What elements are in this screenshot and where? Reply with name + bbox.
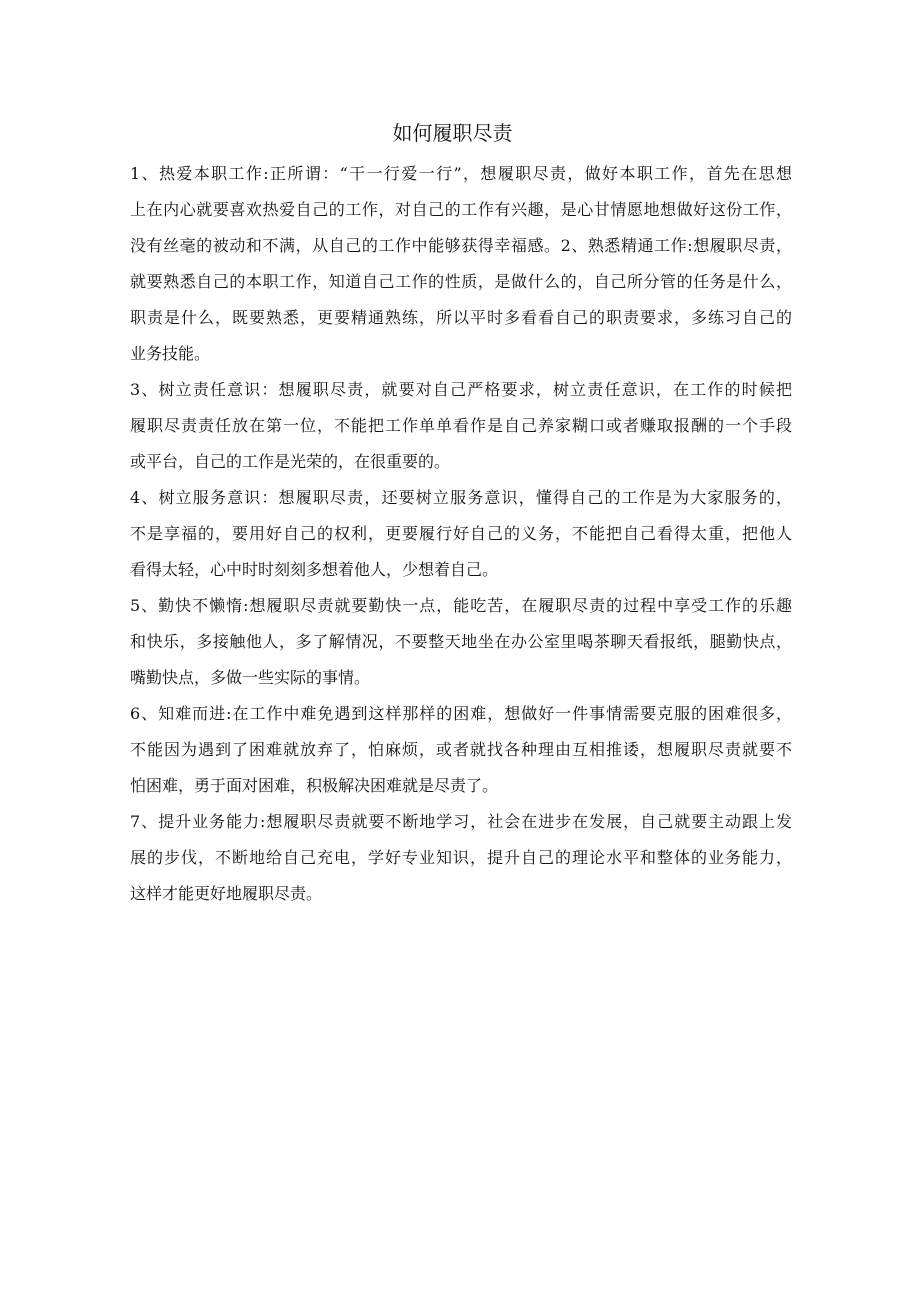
paragraph bbox=[130, 588, 792, 696]
paragraph-line: 履职尽责责任放在第一位，不能把工作单单看作是自己养家糊口或者赚取报酬的一个手段 bbox=[130, 416, 792, 435]
paragraph bbox=[130, 480, 792, 588]
paragraph-line: 业务技能。 bbox=[130, 344, 211, 363]
paragraph-line: 不能因为遇到了困难就放弃了，怕麻烦，或者就找各种理由互相推诿，想履职尽责就要不 bbox=[130, 740, 792, 759]
paragraph-line: 4、树立服务意识：想履职尽责，还要树立服务意识，懂得自己的工作是为大家服务的， bbox=[130, 488, 792, 507]
paragraph-line: 没有丝毫的被动和不满，从自己的工作中能够获得幸福感。2、熟悉精通工作:想履职尽责， bbox=[130, 236, 792, 255]
paragraph-line: 5、勤快不懒惰:想履职尽责就要勤快一点，能吃苦，在履职尽责的过程中享受工作的乐趣 bbox=[130, 596, 792, 615]
paragraph-line: 展的步伐，不断地给自己充电，学好专业知识，提升自己的理论水平和整体的业务能力， bbox=[130, 848, 792, 867]
paragraph-line: 上在内心就要喜欢热爱自己的工作，对自己的工作有兴趣，是心甘情愿地想做好这份工作， bbox=[130, 200, 792, 219]
paragraph-line: 看得太轻，心中时时刻刻多想着他人，少想着自己。 bbox=[130, 560, 499, 579]
paragraph-line: 6、知难而进:在工作中难免遇到这样那样的困难，想做好一件事情需要克服的困难很多， bbox=[130, 704, 792, 723]
paragraph bbox=[130, 696, 792, 804]
paragraph-line: 或平台，自己的工作是光荣的，在很重要的。 bbox=[130, 452, 451, 471]
paragraph-line: 就要熟悉自己的本职工作，知道自己工作的性质，是做什么的，自己所分管的任务是什么， bbox=[130, 272, 792, 291]
paragraph-line: 1、热爱本职工作:正所谓：“干一行爱一行”，想履职尽责，做好本职工作，首先在思想 bbox=[130, 164, 792, 183]
paragraph-line: 嘴勤快点，多做一些实际的事情。 bbox=[130, 668, 371, 687]
document-title: 如何履职尽责 bbox=[392, 121, 513, 145]
paragraph-line: 不是享福的，要用好自己的权利，更要履行好自己的义务，不能把自己看得太重，把他人 bbox=[130, 524, 792, 543]
paragraph-line: 7、提升业务能力:想履职尽责就要不断地学习，社会在进步在发展，自己就要主动跟上发 bbox=[130, 812, 792, 831]
paragraph-line: 职责是什么，既要熟悉，更要精通熟练，所以平时多看看自己的职责要求，多练习自己的 bbox=[130, 308, 792, 327]
paragraph-line: 和快乐，多接触他人，多了解情况，不要整天地坐在办公室里喝茶聊天看报纸，腿勤快点， bbox=[130, 632, 792, 651]
paragraph bbox=[130, 372, 792, 480]
paragraph-line: 这样才能更好地履职尽责。 bbox=[130, 884, 323, 903]
paragraph bbox=[130, 804, 792, 912]
paragraph-line: 怕困难，勇于面对困难，积极解决困难就是尽责了。 bbox=[130, 776, 499, 795]
paragraph-line: 3、树立责任意识：想履职尽责，就要对自己严格要求，树立责任意识，在工作的时候把 bbox=[130, 380, 792, 399]
document-body bbox=[130, 156, 792, 912]
paragraph bbox=[130, 156, 792, 372]
